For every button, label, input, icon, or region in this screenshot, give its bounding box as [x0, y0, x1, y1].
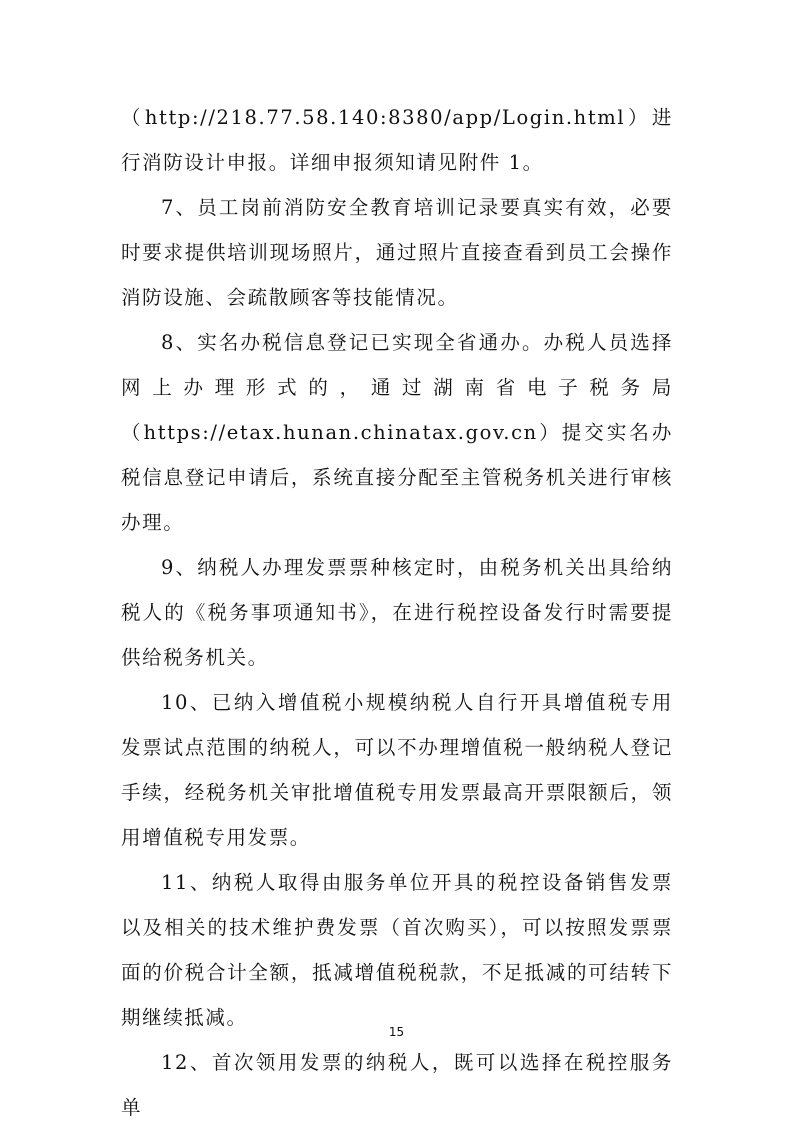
paragraph-continued-url: （http://218.77.58.140:8380/app/Login.html）进行消防设计申报。详细申报须知请见附件 1。: [121, 106, 673, 174]
body-text: [121, 95, 673, 1130]
paragraph-item-7: 7、员工岗前消防安全教育培训记录要真实有效，必要时要求提供培训现场照片，通过照片直接查看到员工会操作消防设施、会疏散顾客等技能情况。: [121, 196, 673, 309]
paragraph-item-12: 12、首次领用发票的纳税人，既可以选择在税控服务单: [121, 1051, 673, 1119]
paragraph-item-8: 8、实名办税信息登记已实现全省通办。办税人员选择网上办理形式的，通过湖南省电子税务局（https://etax.hunan.chinatax.gov.cn）提交实名办税信息登记申请后，系统直接分配至主管税务机关进行审核办理。: [121, 331, 673, 534]
paragraph-item-9: 9、纳税人办理发票票种核定时，由税务机关出具给纳税人的《税务事项通知书》，在进行税控设备发行时需要提供给税务机关。: [121, 556, 673, 669]
paragraph-item-10: 10、已纳入增值税小规模纳税人自行开具增值税专用发票试点范围的纳税人，可以不办理增值税一般纳税人登记手续，经税务机关审批增值税专用发票最高开票限额后，领用增值税专用发票。: [121, 691, 673, 849]
page-number: 15: [388, 1025, 405, 1039]
paragraph-item-11: 11、纳税人取得由服务单位开具的税控设备销售发票以及相关的技术维护费发票（首次购买），可以按照发票票面的价税合计全额，抵减增值税税款，不足抵减的可结转下期继续抵减。: [121, 871, 673, 1029]
